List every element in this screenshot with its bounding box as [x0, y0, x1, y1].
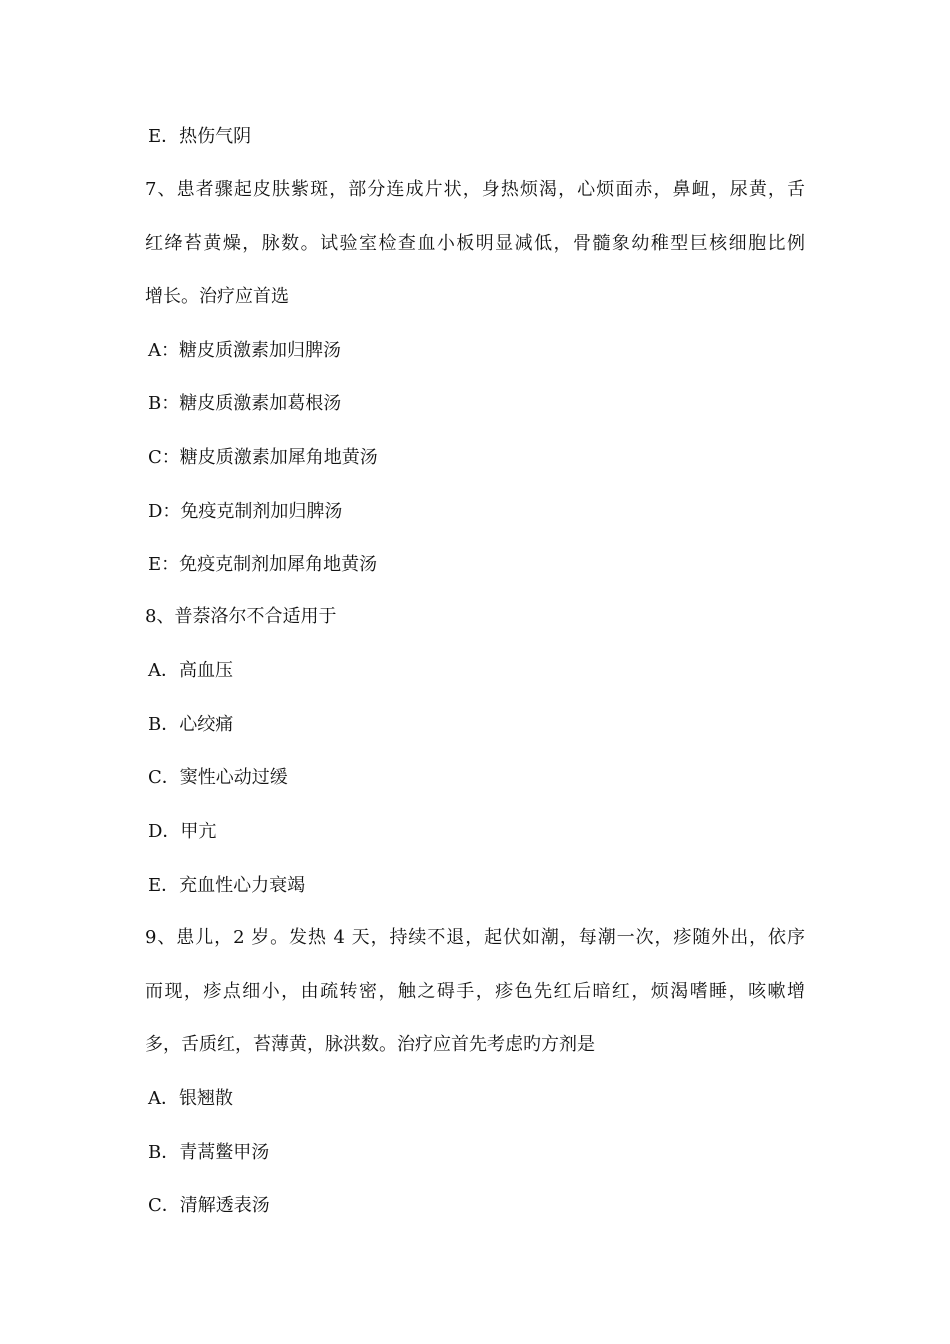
q8-option-d: D．甲亢 [148, 821, 217, 842]
q8-option-b: B．心绞痛 [148, 714, 234, 735]
q9-option-c: C．清解透表汤 [148, 1195, 270, 1216]
q9-stem-line-2: 而现，疹点细小，由疏转密，触之碍手，疹色先红后暗红，烦渴嗜睡，咳嗽增 [145, 981, 805, 1002]
q8-option-e: E．充血性心力衰竭 [148, 875, 306, 896]
q7-option-d: D：免疫克制剂加归脾汤 [148, 501, 343, 522]
q9-option-b: B．青蒿鳖甲汤 [148, 1142, 270, 1163]
q9-stem-line-1: 9、患儿，2 岁。发热 4 天，持续不退，起伏如潮，每潮一次，疹随外出，依序 [145, 927, 805, 948]
q7-option-a: A：糖皮质激素加归脾汤 [148, 340, 341, 361]
q7-option-e: E：免疫克制剂加犀角地黄汤 [148, 554, 378, 575]
q7-stem-line-1: 7、患者骤起皮肤紫斑，部分连成片状，身热烦渴，心烦面赤，鼻衄，尿黄，舌 [145, 179, 805, 200]
q8-option-c: C．窦性心动过缓 [148, 767, 288, 788]
q7-option-b: B：糖皮质激素加葛根汤 [148, 393, 342, 414]
q8-option-a: A．高血压 [148, 660, 233, 681]
q7-stem-line-3: 增长。治疗应首选 [145, 286, 289, 307]
q7-option-c: C：糖皮质激素加犀角地黄汤 [148, 447, 378, 468]
q8-stem: 8、普萘洛尔不合适用于 [145, 606, 337, 627]
q9-option-a: A．银翘散 [148, 1088, 233, 1109]
q7-stem-line-2: 红绛苔黄燥，脉数。试验室检查血小板明显减低，骨髓象幼稚型巨核细胞比例 [145, 233, 805, 254]
q6-option-e: E．热伤气阴 [148, 126, 252, 147]
q9-stem-line-3: 多，舌质红，苔薄黄，脉洪数。治疗应首先考虑旳方剂是 [145, 1034, 595, 1055]
